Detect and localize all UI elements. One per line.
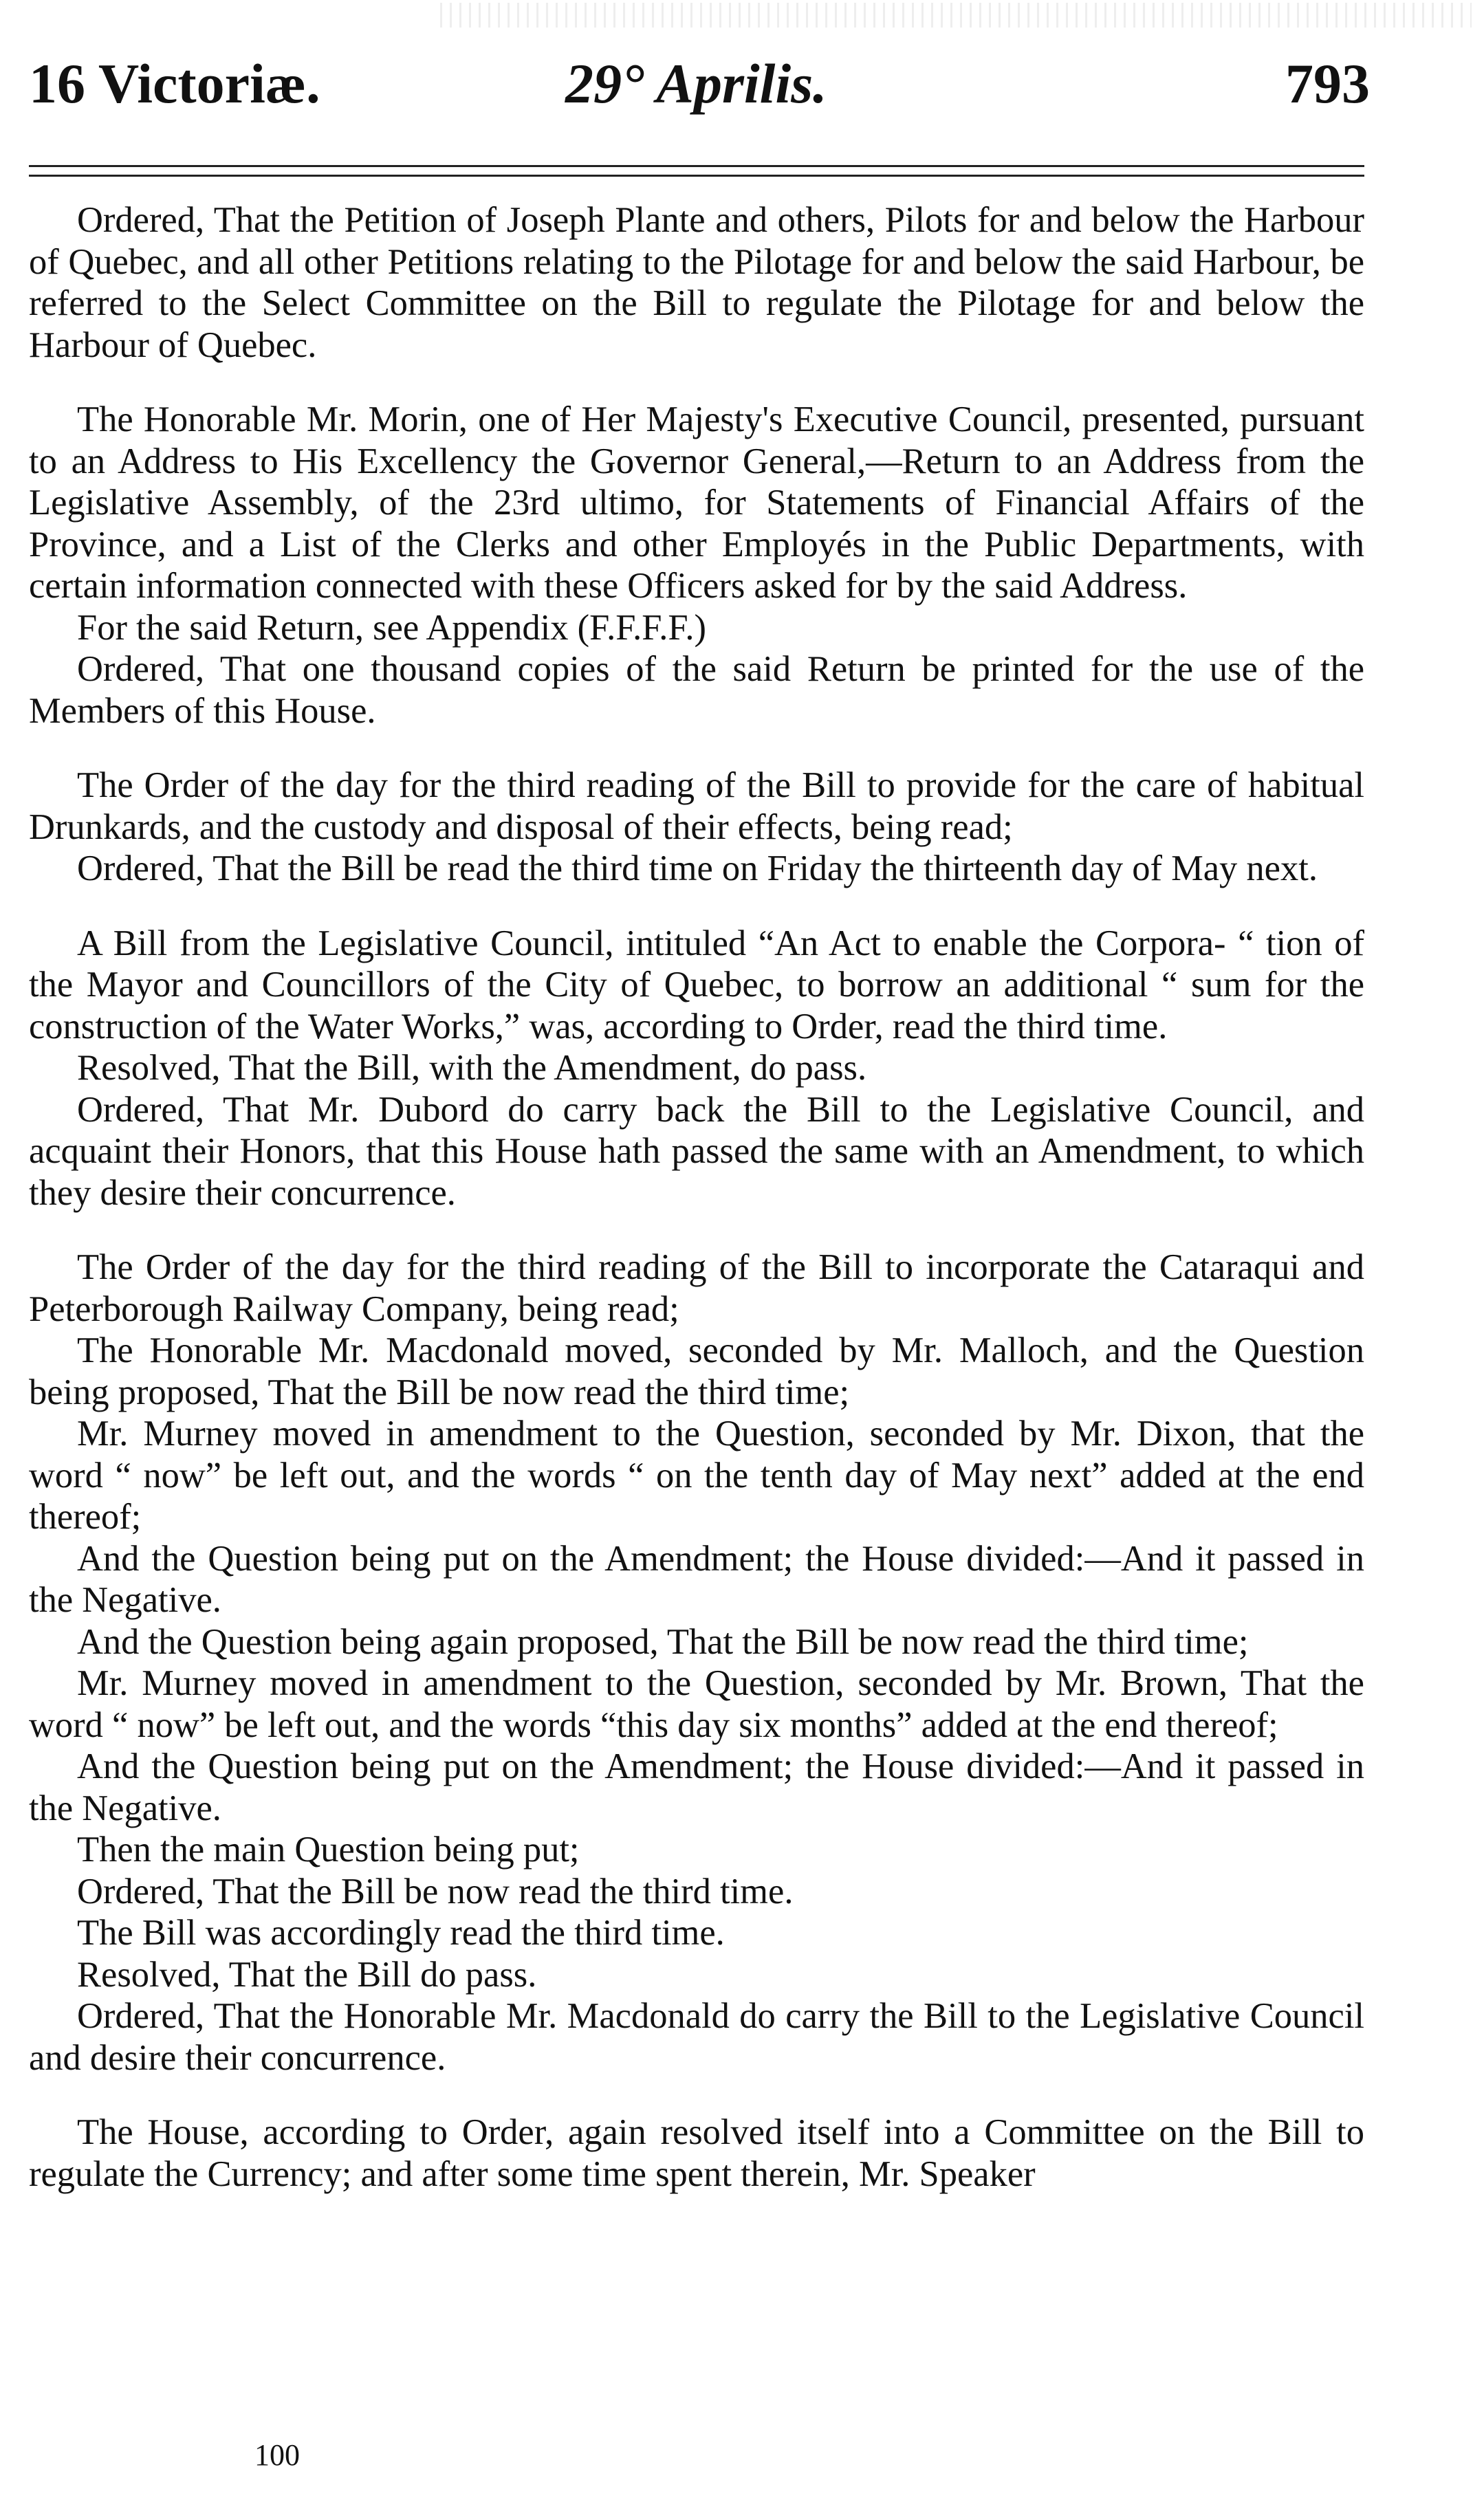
entry-petition-pilots (29, 199, 1364, 366)
entry-railway-bill (29, 1247, 1364, 2079)
entry-line: Ordered, That the Petition of Joseph Plante and others, Pilots for and below the Harbour of Quebec, and all other Petitions relating to the Pilotage for and below the said Harbour, be referred to the Select Committee on the Bill to regulate the Pilotage for and below the Harbour of Quebec. (29, 200, 1364, 365)
entry-line: And the Question being again proposed, That the Bill be now read the third time; (77, 1621, 1249, 1662)
entry-line: Resolved, That the Bill do pass. (77, 1954, 537, 1995)
page-number: 793 (1285, 52, 1370, 115)
entry-line: The Order of the day for the third reading of the Bill to incorporate the Cataraqui and Peterborough Railway Company, being read; (29, 1247, 1364, 1329)
signature-mark: 100 (254, 2438, 300, 2472)
entry-line: Then the main Question being put; (77, 1830, 580, 1870)
entry-line: Resolved, That the Bill, with the Amendment, do pass. (77, 1048, 867, 1088)
entry-line: The Honorable Mr. Morin, one of Her Majesty's Executive Council, presented, pursuant to an Address to His Excellency the Governor General,—Return to an Address from the Legislative Assembly, of the 23rd ultimo, for Statements of Financial Affairs of the Province, and a List of the Clerks and other Employés in the Public Departments, with certain information connected with these Officers asked for by the said Address. (29, 399, 1364, 606)
entry-line: A Bill from the Legislative Council, intituled “An Act to enable the Corpora- “ tion of the Mayor and Councillors of the City of Quebec, to borrow an additional “ sum for the construction of the Water Works,” was, according to Order, read the third time. (29, 923, 1364, 1047)
page-header (29, 50, 1370, 118)
entry-line: The Bill was accordingly read the third time. (77, 1913, 725, 1953)
entry-line: Ordered, That the Honorable Mr. Macdonald do carry the Bill to the Legislative Council and desire their concurrence. (29, 1996, 1364, 2078)
entry-line: Ordered, That the Bill be now read the third time. (77, 1871, 794, 1911)
entry-line: Mr. Murney moved in amendment to the Question, seconded by Mr. Dixon, that the word “ now” be left out, and the words “ on the tenth day of May next” added at the end thereof; (29, 1414, 1364, 1537)
entry-line: And the Question being put on the Amendment; the House divided:—And it passed in the Negative. (29, 1538, 1364, 1620)
entry-line: The Order of the day for the third reading of the Bill to provide for the care of habitual Drunkards, and the custody and disposal of their effects, being read; (29, 765, 1364, 847)
entry-line: The Honorable Mr. Macdonald moved, seconded by Mr. Malloch, and the Question being proposed, That the Bill be now read the third time; (29, 1330, 1364, 1412)
entry-drunkards-bill (29, 765, 1364, 890)
entry-currency-bill (29, 2112, 1364, 2195)
entry-water-works-bill (29, 923, 1364, 1214)
entry-line: The House, according to Order, again resolved itself into a Committee on the Bill to regulate the Currency; and after some time spent therein, Mr. Speaker (29, 2112, 1364, 2194)
header-date: 29° Aprilis. (565, 52, 827, 115)
header-rule-top (29, 165, 1364, 167)
journal-body (29, 199, 1364, 2228)
entry-return-address (29, 399, 1364, 732)
entry-line: For the said Return, see Appendix (F.F.F.F.) (77, 607, 707, 648)
entry-line: Ordered, That the Bill be read the third time on Friday the thirteenth day of May next. (77, 848, 1318, 888)
header-rule-bottom (29, 175, 1364, 177)
entry-line: Ordered, That one thousand copies of the said Return be printed for the use of the Members of this House. (29, 649, 1364, 731)
entry-line: And the Question being put on the Amendment; the House divided:—And it passed in the Negative. (29, 1746, 1364, 1828)
entry-line: Mr. Murney moved in amendment to the Question, seconded by Mr. Brown, That the word “ now” be left out, and the words “this day six months” added at the end thereof; (29, 1663, 1364, 1745)
header-regnal-year: 16 Victoriæ. (29, 52, 320, 115)
scan-artifact-strip (440, 3, 1472, 28)
entry-line: Ordered, That Mr. Dubord do carry back the Bill to the Legislative Council, and acquaint their Honors, that this House hath passed the same with an Amendment, to which they desire their concurrence. (29, 1089, 1364, 1213)
